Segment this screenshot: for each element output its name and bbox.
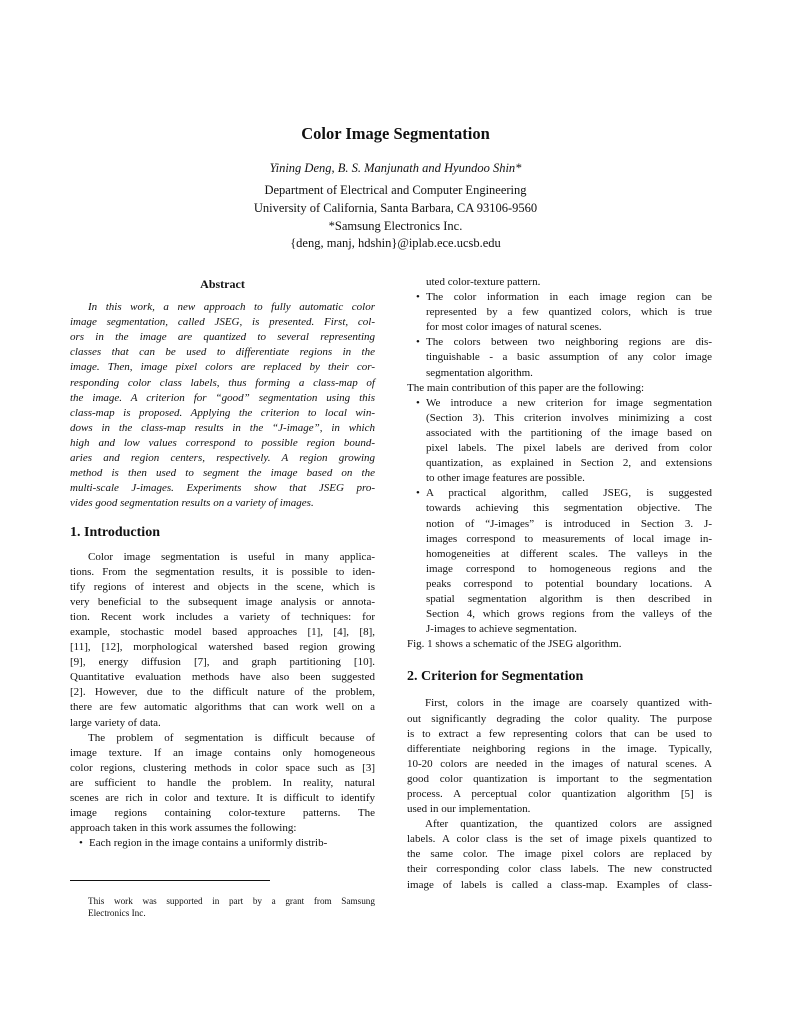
text-line: image regions containing color-texture patterns. The [70,807,375,820]
text-line: are sufficient to handle the problem. In reality, natural [70,776,375,789]
section-2-paragraph-2 [407,817,712,892]
text-line: example, stochastic model based approaches [1], [4], [8], [70,625,375,638]
abstract-line: the image. A criterion for “good” segmentation using this [70,391,375,404]
abstract-line: multi-scale J-images. Experiments show that JSEG pro- [70,482,375,495]
text-line: [9], energy diffusion [7], and graph partitioning [10]. [70,656,375,669]
abstract-line: class-map is proposed. Applying the criterion to local win- [70,406,375,419]
text-line: Color image segmentation is useful in many applica- [88,550,375,563]
text-line: [2]. However, due to the difficult nature of the problem, [70,686,375,699]
abstract-line: dows in the class-map results in the “J-image”, in which [70,421,375,434]
text-line: large variety of data. [70,716,161,729]
footnote-line: Electronics Inc. [88,907,146,918]
text-line: The main contribution of this paper are the following: [407,381,645,394]
bullet-item [416,396,712,487]
abstract-line: aries and region centers, respectively. A region growing [70,452,375,465]
text-line: process. A perceptual color quantization algorithm [5] is [407,788,712,800]
text-line: The colors between two neighboring regions are dis- [426,336,712,349]
bullet-marker: • [416,396,420,409]
text-line: approach taken in this work assumes the following: [70,822,297,835]
text-line: towards achieving this segmentation objective. The [426,502,712,515]
text-line: (Section 3). This criterion involves minimizing a cost [426,411,712,424]
text-line: The problem of segmentation is difficult because of [88,731,375,744]
text-line: associated with the partitioning of the image based on [426,426,712,439]
text-line: Each region in the image contains a uniformly distrib- [89,837,328,850]
left-column [70,277,375,851]
bullet-item [79,836,375,851]
abstract-line: vides good segmentation results on a variety of images. [70,497,314,510]
text-line: color regions, clustering methods in color space such as [3] [70,761,375,774]
bullet-marker: • [416,291,420,304]
footnote-line: This work was supported in part by a grant from Samsung [88,896,375,906]
text-line: there are few automatic algorithms that can work well on a [70,701,375,714]
text-line: We introduce a new criterion for image segmentation [426,396,712,409]
affiliation-company: *Samsung Electronics Inc. [328,219,463,233]
text-line: labels. A color class is the set of image pixels quantized to [407,833,712,846]
text-line: out significantly degrading the color quality. The purpose [407,712,712,725]
author-emails: {deng, manj, hdshin}@iplab.ece.ucsb.edu [290,236,501,250]
text-line: tions. From the segmentation results, it is possible to iden- [70,565,375,578]
text-line: A practical algorithm, called JSEG, is suggested [426,487,712,500]
text-line: images correspond to measurements of local image in- [426,532,712,545]
text-line: homogeneities at different scales. The valleys in the [426,547,712,560]
abstract-line: high and low values correspond to possible region bound- [70,436,375,449]
text-line: Fig. 1 shows a schematic of the JSEG algorithm. [407,638,622,651]
text-line: Quantitative evaluation methods have also been suggested [70,671,375,684]
section-2-heading: 2. Criterion for Segmentation [407,669,584,685]
footnote [88,896,375,919]
abstract-heading: Abstract [200,277,245,291]
text-line: 10-20 colors are needed in the images of natural scenes. A [407,757,712,770]
bullet-item [416,486,712,637]
text-line: to other image features are possible. [426,472,585,485]
text-line: image texture. If an image contains only homogeneous [70,746,375,759]
text-line: uted color-texture pattern. [426,276,541,288]
text-line: differentiate neighboring regions in the image. Typically, [407,742,712,755]
bullet-marker: • [416,336,420,349]
author-list: Yining Deng, B. S. Manjunath and Hyundoo Shin* [269,161,522,175]
text-line: tion. Recent work includes a variety of techniques: for [70,610,375,623]
bullet-item [416,290,712,335]
abstract-line: ors in the image are quantized to several representing [70,331,375,344]
text-line: for most color images of natural scenes. [426,321,602,334]
text-line: used in our implementation. [407,803,531,816]
text-line: image of labels is called a class-map. Examples of class- [407,878,712,891]
bullet-marker: • [416,487,420,500]
text-line: the same color. The image pixel colors are replaced by [407,848,712,861]
affiliation-department: Department of Electrical and Computer Engineering [264,183,527,197]
text-line: quantization, as explained in Section 2, and extensions [426,457,712,470]
text-line: good color quantization is important to the segmentation [407,772,712,785]
text-line: First, colors in the image are coarsely quantized with- [425,697,712,710]
abstract-body [70,300,375,511]
text-line: their corresponding color class labels. The new constructed [407,863,712,876]
affiliation-university: University of California, Santa Barbara, CA 93106-9560 [253,201,538,215]
paper-title: Color Image Segmentation [301,124,490,143]
intro-paragraph-1 [70,550,375,731]
section-2-paragraph-1 [407,696,712,817]
text-line: spatial segmentation algorithm is then described in [426,592,712,605]
text-line: image correspond to homogeneous regions and the [426,562,712,575]
text-line: tinguishable - a basic assumption of any color image [426,351,712,364]
text-line: [11], [12], morphological watershed based region growing [70,641,375,654]
text-line: J-images to achieve segmentation. [426,623,577,636]
abstract-line: classes that can be used to differentiate regions in the [70,346,375,359]
text-line: The color information in each image region can be [426,291,712,304]
text-line: notion of “J-images” is introduced in Section 3. J- [426,517,712,530]
intro-paragraph-2 [70,731,375,837]
bullet-item [416,335,712,380]
introduction-heading: 1. Introduction [70,525,160,541]
bullet-marker: • [79,837,83,850]
abstract-line: image. Then, image pixel colors are replaced by their cor- [70,361,375,374]
text-line: peaks correspond to potential boundary locations. A [426,577,712,590]
abstract-line: responding color class labels, thus forming a class-map of [70,376,375,389]
text-line: represented by a few quantized colors, which is true [426,306,712,319]
text-line: segmentation algorithm. [426,366,533,379]
text-line: pixel labels. The pixel labels are derived from color [426,442,712,455]
abstract-line: In this work, a new approach to fully automatic color [88,301,375,314]
text-line: is to extract a few representing colors that can be used to [407,727,712,740]
right-column [407,275,712,893]
text-line: scenes are rich in color and texture. It is difficult to identify [70,792,375,804]
text-line: After quantization, the quantized colors are assigned [425,818,712,831]
abstract-line: method is then used to segment the image based on the [70,467,375,480]
footnote-divider [70,880,270,881]
abstract-line: image segmentation, called JSEG, is presented. First, col- [70,316,375,329]
text-line: very beneficial to the subsequent image analysis or annota- [70,595,375,608]
text-line: tify regions of interest and objects in the scene, which is [70,580,375,593]
text-line: Section 4, which grows regions from the valleys of the [426,608,712,621]
